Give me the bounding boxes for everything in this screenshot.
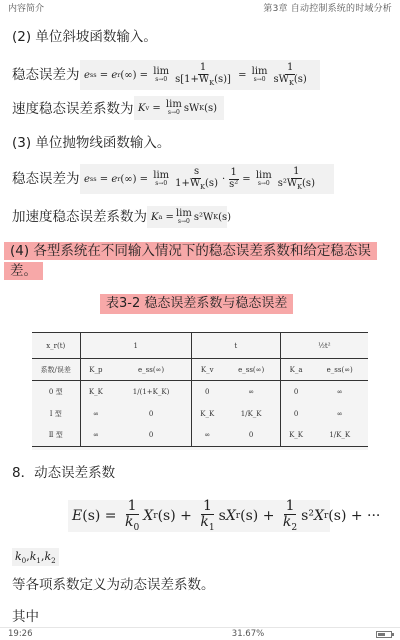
table-caption: 表3-2 稳态误差系数与稳态误差 — [100, 294, 293, 314]
table-cell: 0 — [248, 431, 254, 440]
reader-status-bar — [0, 627, 400, 640]
parabola-ess-label: 稳态误差为 — [12, 171, 80, 187]
highlight-line-2: 差。 — [4, 262, 43, 280]
col-label: e_ss(∞) — [238, 365, 265, 374]
header-chapter-title: 第3章 自动控制系统的时域分析 — [263, 3, 392, 14]
table-cell: 0 — [280, 381, 311, 403]
parabola-ka-formula: K a = lim s→0 s²W K (s) — [147, 206, 227, 228]
col-label: K_a — [280, 359, 311, 381]
highlight-line-1: (4) 各型系统在不同输入情况下的稳态误差系数和给定稳态误 — [4, 242, 377, 260]
table-cell: K_K — [280, 425, 311, 447]
table-row — [32, 381, 368, 403]
table-cell: 0 — [191, 381, 222, 403]
where-label: 其中 — [12, 609, 39, 625]
table-cell: 1/K_K — [240, 409, 262, 418]
table-cell: 1/K_K — [329, 431, 351, 440]
header-parabola: ½t² — [280, 333, 368, 359]
table-row — [32, 403, 368, 425]
table-col-labels — [32, 359, 368, 381]
header-input-label: x_r(t) — [46, 341, 66, 350]
table-cell: 0 — [280, 403, 311, 425]
col-label: e_ss(∞) — [326, 365, 353, 374]
table-cell: ∞ — [191, 425, 222, 447]
coefficient-symbols: $k_0,k_1,k_2$ — [12, 548, 59, 566]
col-label: K_p — [80, 359, 111, 381]
table-cell: 0 — [148, 431, 154, 440]
header-left-title: 内容简介 — [8, 3, 45, 14]
table-cell: Ⅱ 型 — [48, 431, 63, 440]
reader-header — [0, 0, 400, 14]
table-cell: ∞ — [336, 409, 343, 418]
table-cell: 1/(1+K_K) — [132, 387, 170, 396]
parabola-input-title: (3) 单位抛物线函数输入。 — [12, 135, 171, 151]
col-label: 系数/误差 — [40, 365, 71, 374]
table-cell: ∞ — [336, 387, 343, 396]
dynamic-error-formula: E (s) = $\frac{1}{k_0}$ X r (s) + $\frac{1}{k_1}$ s X r (s) + $\frac{1}{k_2}$ s² X r (s) + ··· — [68, 500, 330, 532]
dynamic-error-title: 8．动态误差系数 — [12, 465, 116, 481]
table-cell: 0 — [148, 409, 154, 418]
table-cell: K_K — [191, 403, 222, 425]
battery-fill — [378, 633, 385, 636]
header-ramp: t — [191, 333, 280, 359]
reading-progress: 31.67% — [231, 629, 265, 639]
ramp-ess-label: 稳态误差为 — [12, 67, 80, 83]
col-label: K_v — [191, 359, 222, 381]
parabola-ess-formula: e ss = e r (∞) = lim s→0 $\frac{s}{1+W_K(s)}$ · $\frac{1}{\text{s²}}$ = lim s→0 $\frac{1}{s^2W_K(s)}$ — [80, 164, 334, 194]
coefficient-definition: 等各项系数定义为动态误差系数。 — [12, 577, 215, 593]
ramp-input-title: (2) 单位斜坡函数输入。 — [12, 29, 157, 45]
ramp-ess-formula: e ss = e r (∞) = lim s→0 $\frac{1}{s[1+W_K(s)]}$ = lim s→0 $\frac{1}{sW_K(s)}$ — [80, 60, 320, 90]
steady-state-error-table — [32, 332, 368, 450]
table-cell: ∞ — [248, 387, 255, 396]
battery-icon — [376, 631, 392, 638]
header-step: 1 — [80, 333, 191, 359]
table-cell: K_K — [80, 381, 111, 403]
table-cell: ∞ — [80, 425, 111, 447]
table-cell: ∞ — [80, 403, 111, 425]
table-cell: 0 型 — [48, 387, 63, 396]
table-header-row — [32, 333, 368, 359]
clock-text: 19:26 — [8, 629, 33, 639]
table-cell: Ⅰ 型 — [49, 409, 62, 418]
col-label: e_ss(∞) — [138, 365, 165, 374]
table-row — [32, 425, 368, 447]
ramp-kv-label: 速度稳态误差系数为 — [12, 101, 134, 117]
ramp-kv-formula: K v = lim s→0 sW K (s) — [134, 96, 224, 120]
parabola-ka-label: 加速度稳态误差系数为 — [12, 209, 147, 225]
